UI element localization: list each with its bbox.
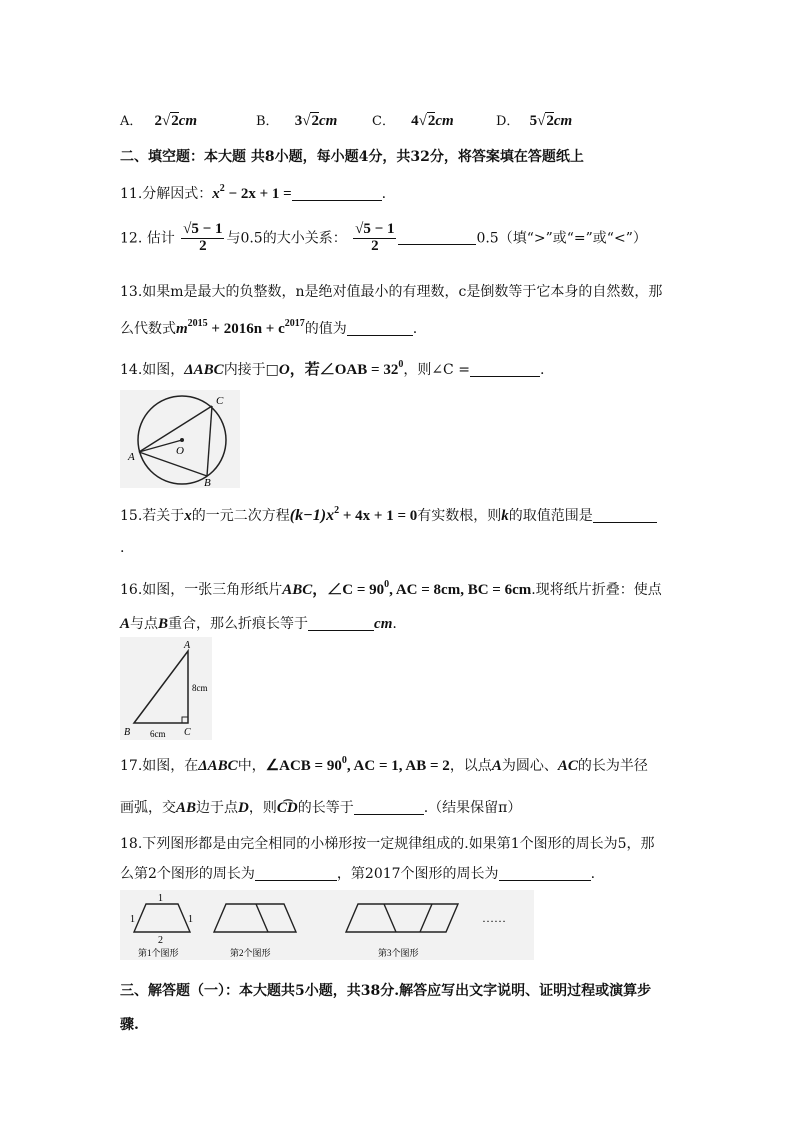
question-17-line-1: 17.如图，在ΔABC中，∠ACB = $90^0$, AC = 1, AB = 2，以点A为圆心、AC的长为半径 bbox=[120, 755, 648, 774]
question-18-line-2: 么第2个图形的周长为 ，第2017个图形的周长为 . bbox=[120, 866, 596, 882]
question-14: 14.如图，ΔABC内接于□O，若∠OAB = $32^0$，则∠C = . bbox=[120, 359, 545, 378]
question-16-line-2: A与点B重合，那么折痕长等于 cm. bbox=[120, 616, 397, 632]
divider bbox=[256, 904, 268, 932]
label-bottom: 2 bbox=[158, 935, 163, 946]
figure-18 bbox=[120, 890, 534, 960]
label-b: B bbox=[124, 727, 131, 738]
figure-16 bbox=[120, 637, 212, 740]
shape-3 bbox=[346, 904, 458, 932]
label-c: C bbox=[184, 727, 191, 738]
label-a: A bbox=[184, 640, 191, 651]
answer-blank[interactable] bbox=[292, 186, 382, 201]
right-angle-mark bbox=[182, 717, 188, 723]
fraction: $\frac{√5 - 1}{2}$ bbox=[355, 221, 395, 254]
answer-blank[interactable] bbox=[354, 800, 424, 815]
option-c: C． 4√2cm bbox=[372, 113, 454, 129]
answer-blank[interactable] bbox=[499, 866, 591, 881]
question-11: 11.分解因式：$x^2 - 2x + 1$ = . bbox=[120, 183, 387, 202]
answer-blank[interactable] bbox=[308, 616, 374, 631]
question-16-line-1: 16.如图，一张三角形纸片ABC，∠C = $90^0$, AC = 8cm, BC = 6cm.现将纸片折叠：使点 bbox=[120, 579, 662, 598]
label-bc-length: 6cm bbox=[150, 729, 166, 739]
question-13-line-2: 么代数式$m^{2015} + 2016n + c^{2017}$的值为 . bbox=[120, 318, 418, 337]
segment-cb bbox=[207, 406, 212, 476]
trapezoid-1 bbox=[134, 904, 190, 932]
label-ac-length: 8cm bbox=[192, 683, 208, 693]
question-17-line-2: 画弧，交AB边于点D，则C͡D的长等于 .（结果保留π） bbox=[120, 800, 522, 816]
ellipsis: …… bbox=[482, 911, 506, 925]
figure-14 bbox=[120, 390, 240, 488]
label-top: 1 bbox=[158, 893, 163, 904]
center-point bbox=[180, 438, 184, 442]
label-right: 1 bbox=[188, 914, 193, 925]
divider bbox=[420, 904, 432, 932]
option-b: B． 3√2cm bbox=[256, 113, 338, 129]
label-c: C bbox=[216, 395, 224, 407]
label-o: O bbox=[176, 445, 184, 457]
answer-blank[interactable] bbox=[255, 866, 337, 881]
parallelogram-2 bbox=[214, 904, 296, 932]
section-3-heading-line-1: 三、解答题（一）：本大题共5小题，共38分.解答应写出文字说明、证明过程或演算步 bbox=[120, 983, 652, 999]
answer-blank[interactable] bbox=[593, 508, 657, 523]
option-d: D． 5√2cm bbox=[496, 113, 573, 129]
answer-blank[interactable] bbox=[398, 230, 476, 245]
answer-blank[interactable] bbox=[347, 321, 413, 336]
label-left: 1 bbox=[130, 914, 135, 925]
fraction: $\frac{√5 - 1}{2}$ bbox=[183, 221, 223, 254]
segment-ab bbox=[139, 452, 207, 476]
option-a: A． 2√2cm bbox=[120, 113, 198, 129]
answer-blank[interactable] bbox=[470, 362, 540, 377]
question-12: 12. 估计 $\frac{√5 - 1}{2}$ 与0.5的大小关系： $\frac{√5 - 1}{2}$ 0.5（填“>”或“=”或“<”） bbox=[120, 221, 647, 254]
label-b: B bbox=[204, 477, 211, 488]
caption-figure-1: 第1个图形 bbox=[138, 948, 179, 958]
triangle-abc bbox=[134, 651, 188, 723]
question-15-line-2: . bbox=[120, 540, 125, 556]
divider bbox=[384, 904, 396, 932]
label-a: A bbox=[128, 451, 135, 463]
section-3-heading-line-2: 骤. bbox=[120, 1017, 139, 1033]
caption-figure-3: 第3个图形 bbox=[378, 948, 419, 958]
question-15: 15.若关于x的一元二次方程$(k-1)x^2 + 4x + 1 = 0$有实数根，则k的取值范围是 bbox=[120, 505, 657, 525]
question-18-line-1: 18.下列图形都是由完全相同的小梯形按一定规律组成的.如果第1个图形的周长为5，那 bbox=[120, 836, 655, 852]
caption-figure-2: 第2个图形 bbox=[230, 948, 271, 958]
question-13-line-1: 13.如果m是最大的负整数，n是绝对值最小的有理数，c是倒数等于它本身的自然数，那 bbox=[120, 284, 663, 300]
section-2-heading: 二、填空题：本大题 共8小题，每小题4分，共32分，将答案填在答题纸上 bbox=[120, 149, 584, 165]
